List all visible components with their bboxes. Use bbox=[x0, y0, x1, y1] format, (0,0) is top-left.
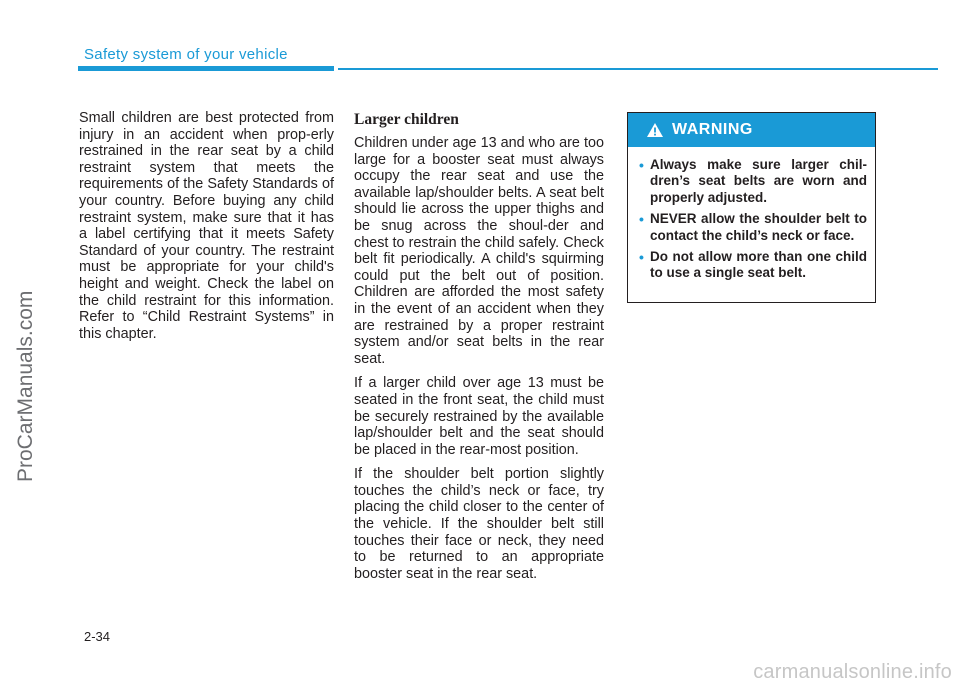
header-rule bbox=[338, 68, 938, 70]
warning-box bbox=[627, 112, 876, 303]
middle-paragraph: If the shoulder belt portion slightly touches the child’s neck or face, try placing the child closer to the center of the vehicle. If the shoulder belt still touches their face or neck, they need to be returned to an appropriate booster seat in the rear seat. bbox=[354, 466, 604, 582]
middle-column bbox=[354, 110, 604, 590]
warning-item: • NEVER allow the shoulder belt to contact the child’s neck or face. bbox=[640, 211, 867, 244]
middle-paragraph: Children under age 13 and who are too large for a booster seat must always occupy the rear seat and use the available lap/shoulder belts. A seat belt should lie across the upper thighs and be snug across the shoul-der and chest to restrain the child safely. Check belt fit periodically. A child's squirming could put the belt out of position. Children are afforded the most safety in the event of an accident when they are restrained by a proper restraint system and/or seat belts in the rear seat. bbox=[354, 135, 604, 367]
warning-item: • Always make sure larger chil-dren’s seat belts are worn and properly adjusted. bbox=[640, 157, 867, 206]
left-column bbox=[79, 110, 334, 350]
header-accent-bar bbox=[78, 66, 334, 71]
page-number: 2-34 bbox=[84, 629, 111, 644]
side-watermark: ProCarManuals.com bbox=[14, 290, 37, 482]
larger-children-heading: Larger children bbox=[354, 111, 459, 128]
warning-title: WARNING bbox=[672, 121, 753, 138]
middle-paragraph: If a larger child over age 13 must be seated in the front seat, the child must be securely restrained by the available lap/shoulder belt and the seat should be placed in the rear-most position. bbox=[354, 375, 604, 458]
warning-list bbox=[628, 147, 875, 282]
warning-item: • Do not allow more than one child to use a single seat belt. bbox=[640, 249, 867, 282]
footer-watermark: carmanualsonline.info bbox=[753, 661, 952, 683]
warning-header bbox=[628, 113, 875, 147]
left-paragraph: Small children are best protected from injury in an accident when prop-erly restrained in the rear seat by a child restraint system that meets the requirements of the Safety Standards of your country. Before buying any child restraint system, make sure that it has a label certifying that it meets Safety Standard of your country. The restraint must be appropriate for your child's height and weight. Check the label on the child restraint for this information. Refer to “Child Restraint Systems” in this chapter. bbox=[79, 110, 334, 342]
warning-triangle-icon bbox=[646, 122, 664, 138]
section-title: Safety system of your vehicle bbox=[84, 46, 288, 63]
